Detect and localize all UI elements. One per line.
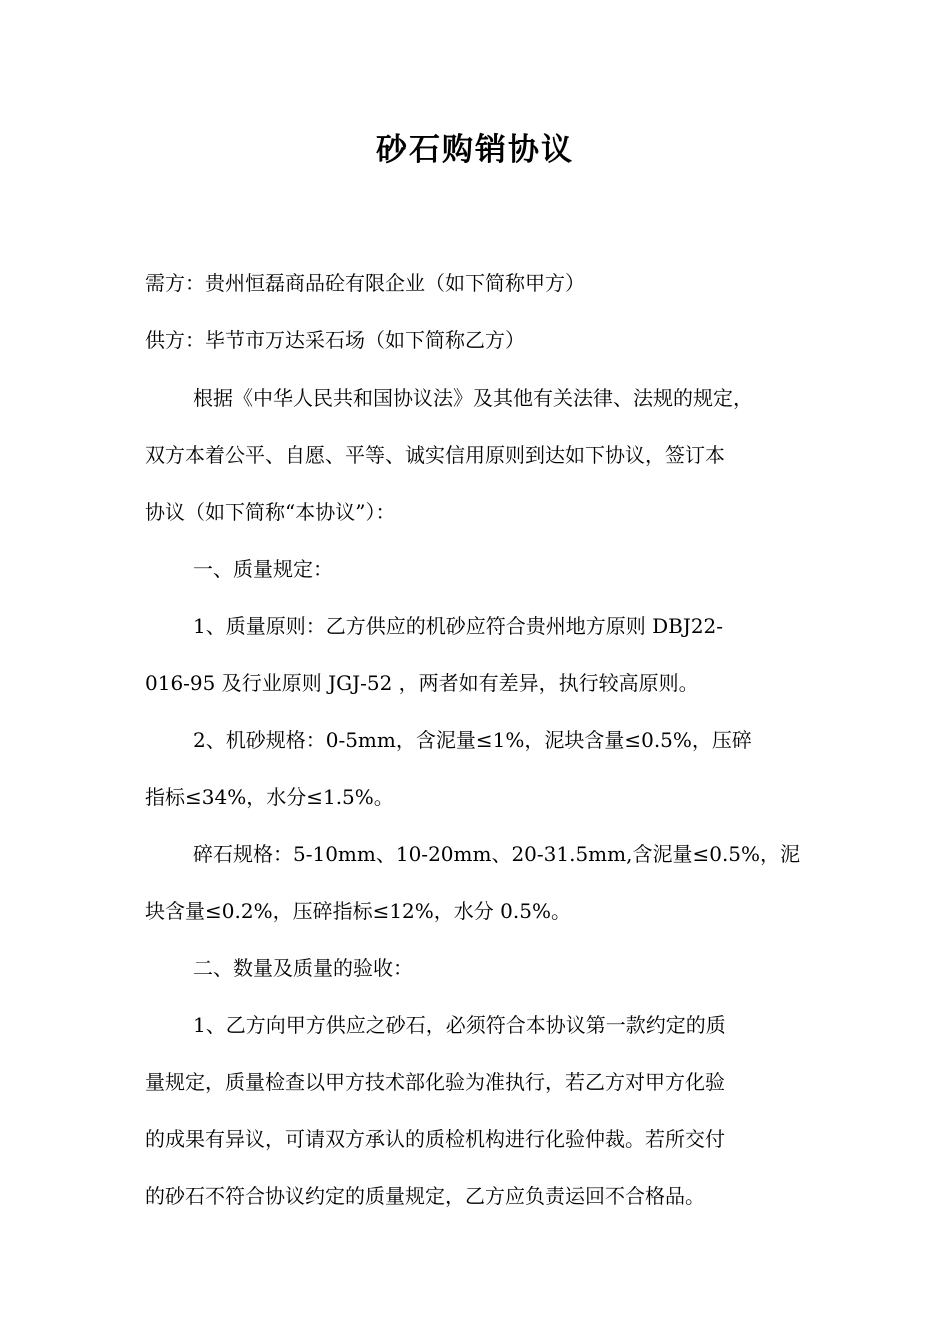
quality-clause-1-line-2: 016-95 及行业原则 JGJ-52 ，两者如有差异，执行较高原则。	[145, 671, 699, 695]
quality-clause-1-line-1: 1、质量原则：乙方供应的机砂应符合贵州地方原则 DBJ22-	[193, 614, 724, 638]
section-heading-quality: 一、质量规定：	[193, 557, 333, 581]
acceptance-clause-1-line-2: 量规定，质量检查以甲方技术部化验为准执行，若乙方对甲方化验	[145, 1070, 725, 1094]
section-heading-acceptance: 二、数量及质量的验收：	[193, 956, 413, 980]
acceptance-clause-1-line-3: 的成果有异议，可请双方承认的质检机构进行化验仲裁。若所交付	[145, 1127, 725, 1151]
gravel-spec-line-1: 碎石规格：5-10mm、10-20mm、20-31.5mm,含泥量≤0.5%，泥	[193, 842, 801, 866]
acceptance-clause-1-line-1: 1、乙方向甲方供应之砂石，必须符合本协议第一款约定的质	[193, 1013, 726, 1037]
gravel-spec-line-2: 块含量≤0.2%，压碎指标≤12%，水分 0.5%。	[145, 899, 571, 923]
party-buyer-line: 需方：贵州恒磊商品砼有限企业（如下简称甲方）	[145, 271, 585, 295]
acceptance-clause-1-line-4: 的砂石不符合协议约定的质量规定，乙方应负责运回不合格品。	[145, 1184, 705, 1208]
document-title: 砂石购销协议	[376, 132, 574, 168]
preamble-line-2: 双方本着公平、自愿、平等、诚实信用原则到达如下协议，签订本	[145, 443, 725, 467]
preamble-line-1: 根据《中华人民共和国协议法》及其他有关法律、法规的规定，	[193, 386, 753, 410]
quality-clause-2-line-1: 2、机砂规格：0-5mm，含泥量≤1%，泥块含量≤0.5%，压碎	[193, 728, 752, 752]
preamble-line-3: 协议（如下简称“本协议”）：	[145, 500, 396, 524]
party-seller-line: 供方：毕节市万达采石场（如下简称乙方）	[145, 328, 525, 352]
quality-clause-2-line-2: 指标≤34%，水分≤1.5%。	[145, 785, 394, 809]
